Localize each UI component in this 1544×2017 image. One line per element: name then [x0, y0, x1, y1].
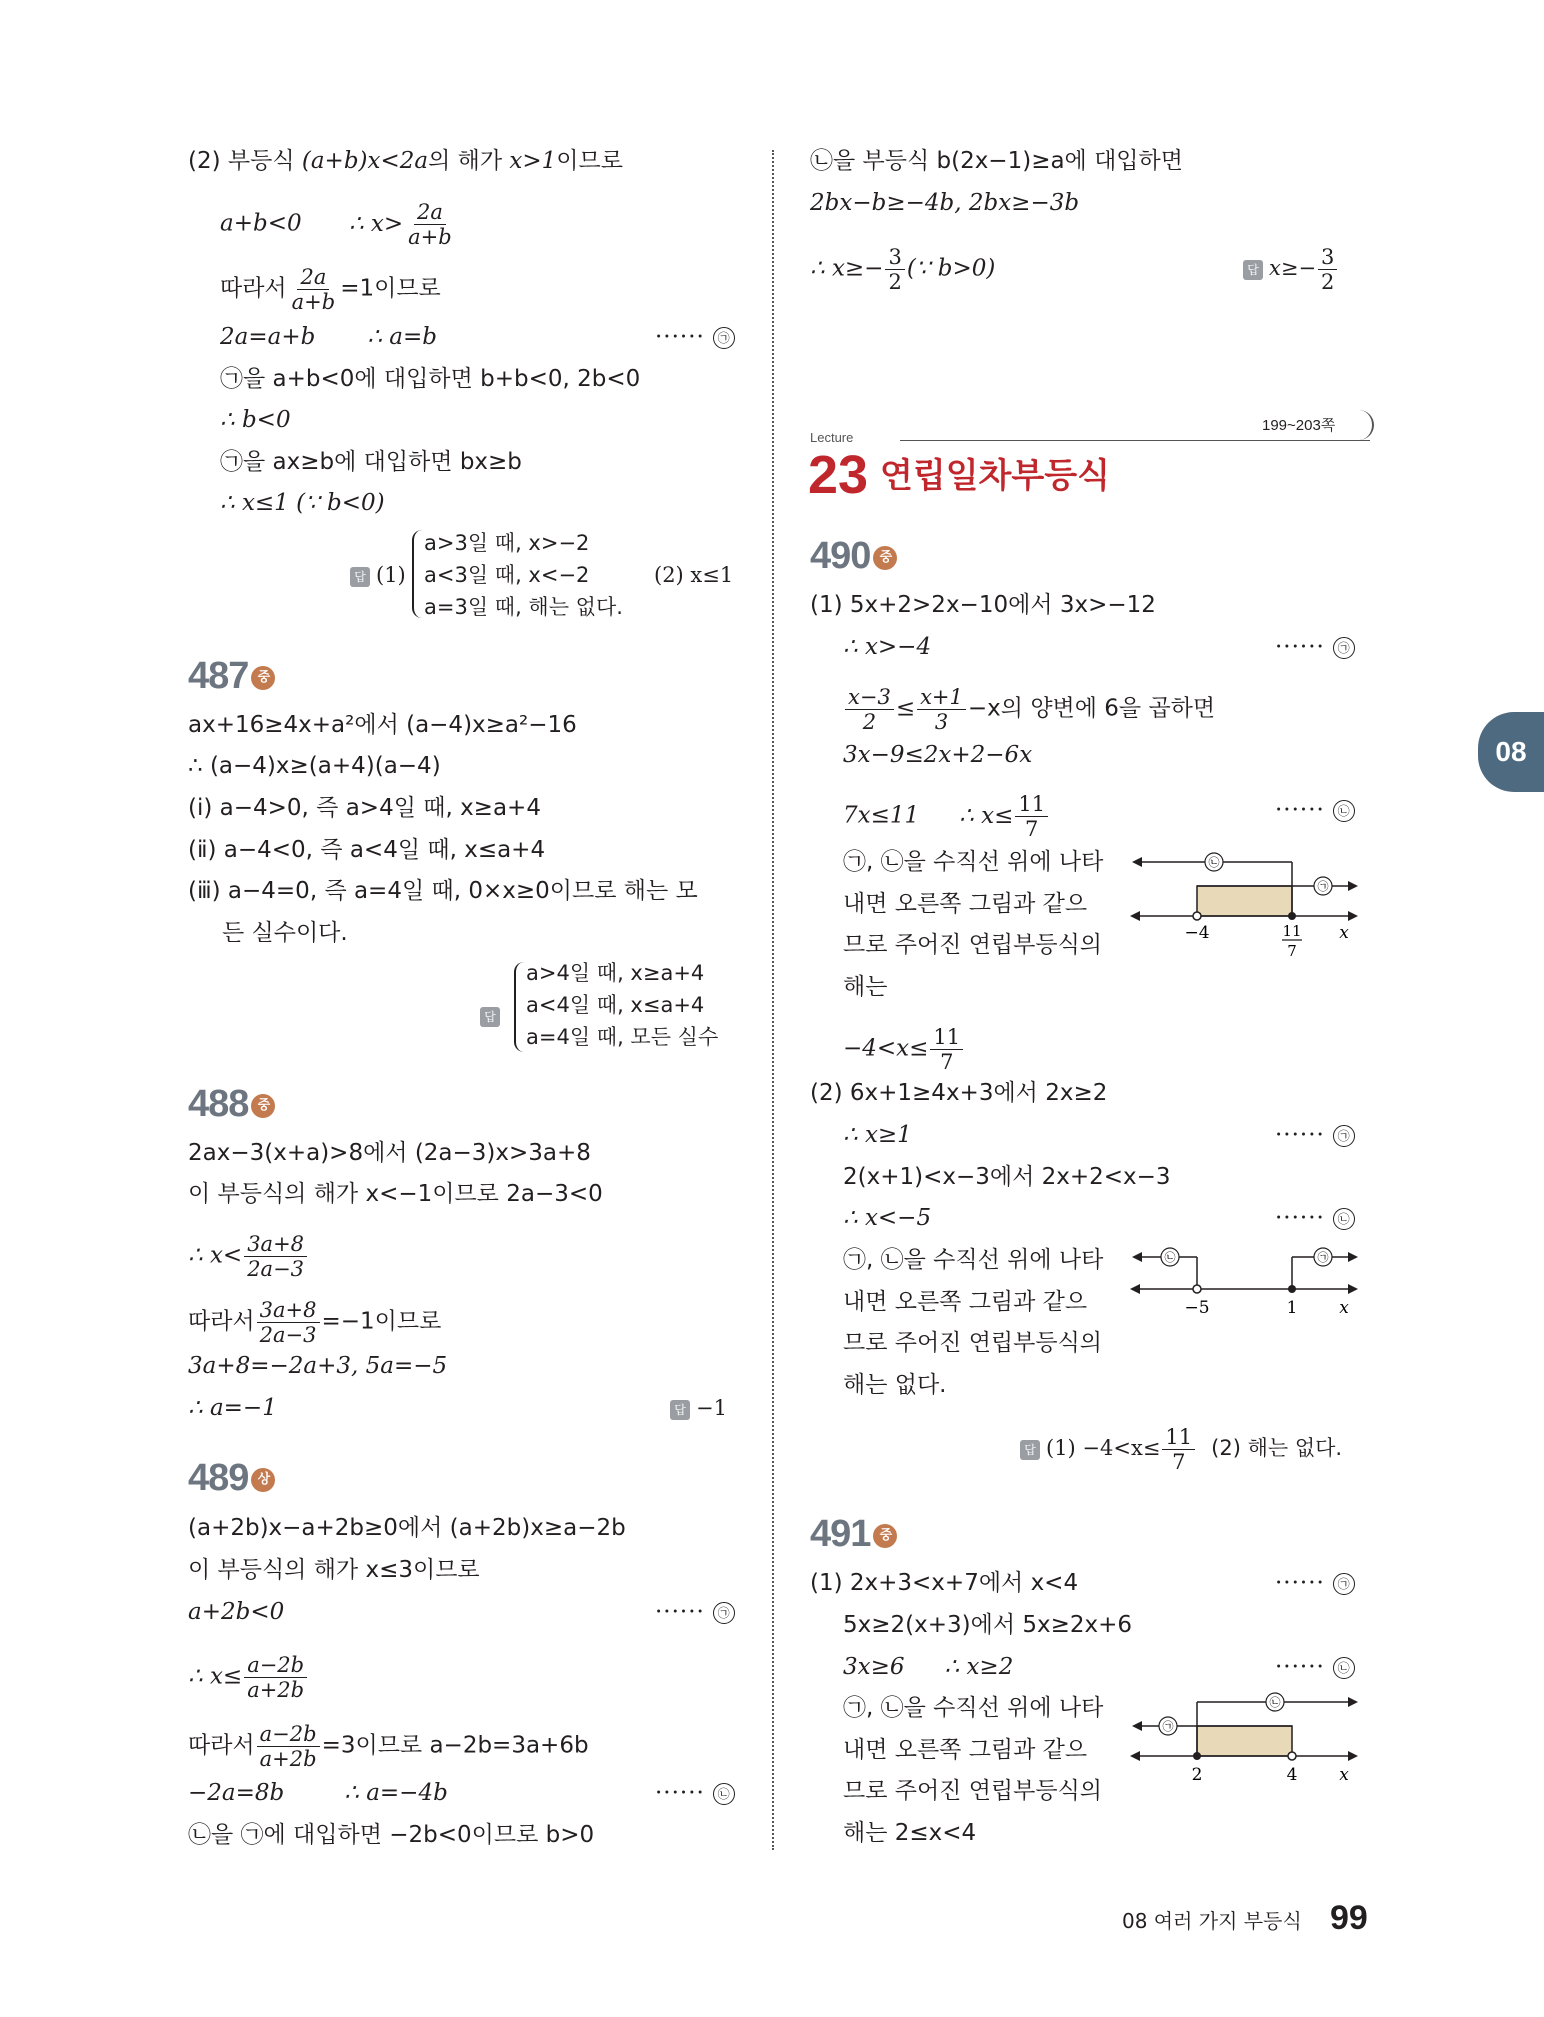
range-arrow-2 — [1132, 857, 1142, 867]
lecture-title: 연립일차부등식 — [880, 456, 1110, 496]
p486-case2: a<3일 때, x<−2 — [424, 563, 590, 587]
p491-line1: (1) 2x+3<x+7에서 x<4 — [810, 1570, 1079, 1596]
p488-line6: ∴ a=−1 — [188, 1395, 277, 1421]
tick-label-2: 1 — [1286, 1298, 1298, 1318]
p490-b-desc1: ㉠, ㉡을 수직선 위에 나타 — [843, 1247, 1104, 1273]
p490-line1: (1) 5x+2>2x−10에서 3x>−12 — [810, 592, 1156, 618]
number-line-491 — [1130, 1690, 1360, 1790]
range-arrow-1 — [1348, 881, 1358, 891]
closed-point — [1288, 1285, 1296, 1293]
p486-line5: ㉠을 a+b<0에 대입하면 b+b<0, 2b<0 — [220, 366, 641, 392]
range-label-1: ㉠ — [1317, 880, 1329, 893]
p486-line2: a+b<0 ∴ x> $\frac{2a}{a+b}$ — [220, 200, 452, 249]
p489-line2: 이 부등식의 해가 x≤3이므로 — [188, 1557, 480, 1583]
p490-b-line1: (2) 6x+1≥4x+3에서 2x≥2 — [810, 1080, 1108, 1106]
axis-arrow-left — [1130, 911, 1140, 921]
tick-label-2: 4 — [1286, 1765, 1298, 1785]
axis-arrow-right — [1348, 1751, 1358, 1761]
solution-region — [1197, 886, 1292, 916]
axis-arrow-left — [1130, 1751, 1140, 1761]
p489-tail-line2: 2bx−b≥−4b, 2bx≥−3b — [810, 190, 1080, 216]
tick-label-1: −4 — [1184, 923, 1210, 943]
p490-b-mark1: ······ ㉠ — [1275, 1120, 1355, 1150]
p487-line1: ax+16≥4x+a²에서 (a−4)x≥a²−16 — [188, 712, 577, 738]
level-badge: 중 — [251, 666, 275, 690]
closed-point — [1288, 912, 1296, 920]
range-arrow-1 — [1348, 1252, 1358, 1262]
answer-icon: 답 — [1020, 1440, 1040, 1460]
chapter-side-tab: 08 — [1478, 712, 1544, 792]
p489-tail-line3: ∴ x≥− $\frac{3}{2}$ (∵ b>0) — [810, 245, 996, 294]
p489-mark1: ······ ㉠ — [655, 1597, 735, 1627]
p490-result: −4<x≤ $\frac{11}{7}$ — [843, 1025, 965, 1074]
tick-label-1: 2 — [1191, 1765, 1203, 1785]
p489-mark2: ······ ㉡ — [655, 1778, 735, 1808]
p490-desc3: 므로 주어진 연립부등식의 — [843, 932, 1103, 958]
p490-b-line3: 2(x+1)<x−3에서 2x+2<x−3 — [843, 1164, 1171, 1190]
p490-b-line2: ∴ x≥1 — [843, 1122, 912, 1148]
problem-491-number: 491 중 — [810, 1513, 897, 1556]
p489-line7: ㉡을 ㉠에 대입하면 −2b<0이므로 b>0 — [188, 1822, 595, 1848]
p490-b-desc2: 내면 오른쪽 그림과 같으 — [843, 1289, 1088, 1315]
p491-line2: 5x≥2(x+3)에서 5x≥2x+6 — [843, 1612, 1133, 1638]
p488-answer: 답 −1 — [670, 1393, 727, 1423]
lecture-number: 23 — [808, 445, 869, 505]
p487-line6: 든 실수이다. — [222, 920, 348, 946]
number-line-490-1 — [1130, 850, 1360, 970]
range-label-1: ㉠ — [1317, 1251, 1329, 1264]
tick-label-1: −5 — [1184, 1298, 1210, 1318]
closed-point — [1193, 1752, 1201, 1760]
level-badge: 중 — [251, 1094, 275, 1118]
problem-490-number: 490 중 — [810, 535, 897, 578]
answer-icon: 답 — [480, 1007, 500, 1027]
p489-line3: a+2b<0 — [188, 1599, 285, 1625]
range-arrow-1 — [1132, 1721, 1142, 1731]
p487-line2: ∴ (a−4)x≥(a+4)(a−4) — [188, 753, 441, 779]
range-label-2: ㉡ — [1164, 1251, 1176, 1264]
p486-answer2: (2) x≤1 — [654, 563, 734, 587]
p490-line5: 7x≤11 ∴ x≤ $\frac{11}{7}$ — [843, 792, 1050, 841]
open-point — [1193, 912, 1201, 920]
p487-brace — [514, 962, 524, 1052]
p491-desc1: ㉠, ㉡을 수직선 위에 나타 — [843, 1695, 1104, 1721]
p486-line7: ㉠을 ax≥b에 대입하면 bx≥b — [220, 449, 522, 475]
range-arrow-2 — [1132, 1252, 1142, 1262]
p488-line2: 이 부등식의 해가 x<−1이므로 2a−3<0 — [188, 1181, 603, 1207]
p489-line5: 따라서 $\frac{a-2b}{a+2b}$ =3이므로 a−2b=3a+6b — [188, 1722, 589, 1771]
level-badge: 중 — [873, 1524, 897, 1548]
tick-label-2-den: 7 — [1287, 942, 1297, 960]
p490-b-desc4: 해는 없다. — [843, 1372, 947, 1398]
lecture-rule — [900, 440, 1370, 441]
p486-brace — [412, 530, 422, 618]
range-label-2: ㉡ — [1269, 1696, 1281, 1709]
p487-case1: a>4일 때, x≥a+4 — [526, 961, 705, 985]
p490-line4: 3x−9≤2x+2−6x — [843, 742, 1033, 768]
p487-line5: (ⅲ) a−4=0, 즉 a=4일 때, 0×x≥0이므로 해는 모 — [188, 878, 698, 904]
p489-line6: −2a=8b ∴ a=−4b — [188, 1780, 448, 1806]
p486-case3: a=3일 때, 해는 없다. — [424, 595, 623, 619]
p486-line8: ∴ x≤1 (∵ b<0) — [220, 490, 385, 516]
answer-icon: 답 — [1243, 260, 1263, 280]
axis-arrow-left — [1130, 1284, 1140, 1294]
lecture-page-arc — [1358, 410, 1374, 440]
p486-line4: 2a=a+b ∴ a=b — [220, 324, 437, 350]
page-number: 99 — [1330, 1899, 1368, 1937]
p490-mark2: ······ ㉡ — [1275, 795, 1355, 825]
p487-case2: a<4일 때, x≤a+4 — [526, 993, 705, 1017]
p490-b-mark2: ······ ㉡ — [1275, 1203, 1355, 1233]
p490-mark1: ······ ㉠ — [1275, 632, 1355, 662]
p486-line3: 따라서 $\frac{2a}{a+b}$ =1이므로 — [220, 265, 441, 314]
level-badge: 상 — [251, 1468, 275, 1492]
p490-desc4: 해는 — [843, 974, 888, 1000]
level-badge: 중 — [873, 546, 897, 570]
p486-mark1: ······ ㉠ — [655, 322, 735, 352]
open-point — [1193, 1285, 1201, 1293]
range-arrow-2 — [1348, 1697, 1358, 1707]
problem-487-number: 487 중 — [188, 655, 275, 698]
axis-arrow-right — [1348, 911, 1358, 921]
column-divider — [772, 150, 774, 1850]
p487-answer-label — [480, 1000, 506, 1030]
p489-answer: 답 x≥− $\frac{3}{2}$ — [1243, 245, 1339, 294]
p491-mark2: ······ ㉡ — [1275, 1652, 1355, 1682]
axis-var: x — [1339, 1765, 1349, 1785]
p488-line4: 따라서 $\frac{3a+8}{2a-3}$ =−1이므로 — [188, 1298, 442, 1347]
solution-region — [1197, 1726, 1292, 1756]
open-point — [1288, 1752, 1296, 1760]
p491-mark1: ······ ㉠ — [1275, 1568, 1355, 1598]
p489-line1: (a+2b)x−a+2b≥0에서 (a+2b)x≥a−2b — [188, 1515, 626, 1541]
p490-line2: ∴ x>−4 — [843, 634, 932, 660]
problem-489-number: 489 상 — [188, 1457, 275, 1500]
axis-var: x — [1339, 923, 1349, 943]
tick-label-2-num: 11 — [1282, 922, 1302, 940]
p490-line3: $\frac{x-3}{2}$ ≤ $\frac{x+1}{3}$ −x의 양변에 6을 곱하면 — [843, 685, 1215, 734]
p490-answer: 답 (1) −4<x≤ $\frac{11}{7}$ (2) 해는 없다. — [1020, 1425, 1342, 1474]
p490-b-line4: ∴ x<−5 — [843, 1205, 932, 1231]
answer-icon: 답 — [350, 567, 370, 587]
p491-desc4: 해는 2≤x<4 — [843, 1820, 977, 1846]
p491-desc3: 므로 주어진 연립부등식의 — [843, 1778, 1103, 1804]
p491-desc2: 내면 오른쪽 그림과 같으 — [843, 1737, 1088, 1763]
axis-var: x — [1339, 1298, 1349, 1318]
p489-line4: ∴ x≤ $\frac{a-2b}{a+2b}$ — [188, 1653, 309, 1702]
p491-line3: 3x≥6 ∴ x≥2 — [843, 1654, 1014, 1680]
footer-chapter: 08 여러 가지 부등식 — [1122, 1909, 1302, 1933]
p487-line3: (ⅰ) a−4>0, 즉 a>4일 때, x≥a+4 — [188, 795, 541, 821]
p487-case3: a=4일 때, 모든 실수 — [526, 1025, 719, 1049]
answer-icon: 답 — [670, 1400, 690, 1420]
p488-line3: ∴ x< $\frac{3a+8}{2a-3}$ — [188, 1232, 309, 1281]
range-label-2: ㉡ — [1208, 856, 1220, 869]
lecture-tag: Lecture — [810, 430, 854, 445]
p486-answer-label: 답 (1) — [350, 560, 406, 590]
p486-line1: (2) 부등식 (a+b)x<2a의 해가 x>1이므로 — [188, 148, 623, 174]
p490-desc1: ㉠, ㉡을 수직선 위에 나타 — [843, 849, 1104, 875]
axis-arrow-right — [1348, 1284, 1358, 1294]
p487-line4: (ⅱ) a−4<0, 즉 a<4일 때, x≤a+4 — [188, 837, 546, 863]
p490-b-desc3: 므로 주어진 연립부등식의 — [843, 1330, 1103, 1356]
lecture-pages: 199~203쪽 — [1262, 417, 1336, 434]
problem-488-number: 488 중 — [188, 1083, 275, 1126]
p488-line5: 3a+8=−2a+3, 5a=−5 — [188, 1353, 448, 1379]
p488-line1: 2ax−3(x+a)>8에서 (2a−3)x>3a+8 — [188, 1140, 591, 1166]
range-label-1: ㉠ — [1162, 1720, 1174, 1733]
p486-line6: ∴ b<0 — [220, 407, 291, 433]
p489-tail-line1: ㉡을 부등식 b(2x−1)≥a에 대입하면 — [810, 148, 1183, 174]
p486-case1: a>3일 때, x>−2 — [424, 531, 590, 555]
p490-desc2: 내면 오른쪽 그림과 같으 — [843, 891, 1088, 917]
number-line-490-2 — [1130, 1245, 1360, 1335]
